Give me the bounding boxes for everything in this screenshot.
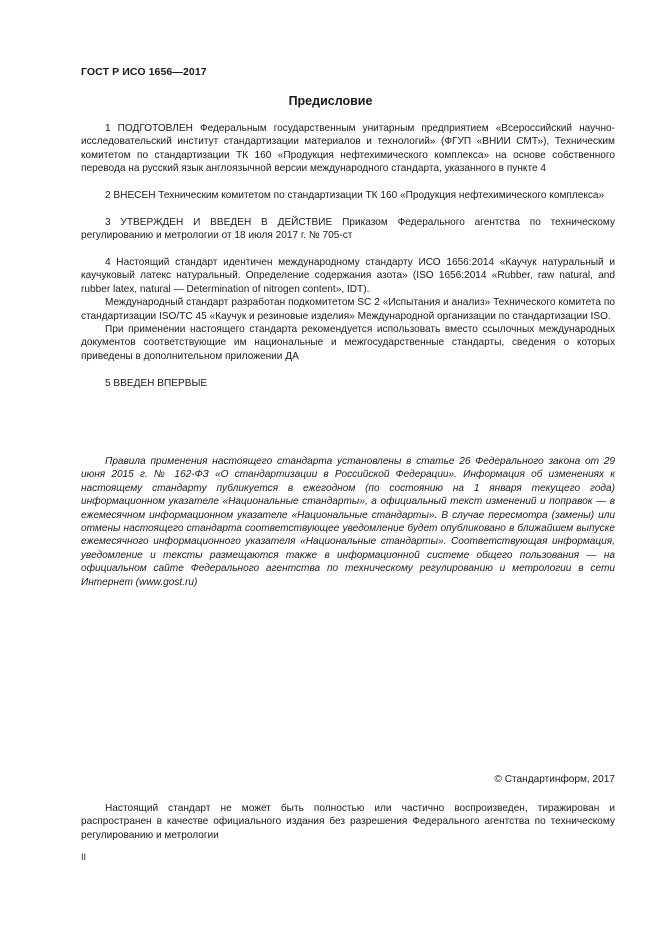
spacer xyxy=(81,243,615,256)
paragraph-reference-documents: При применении настоящего стандарта рекомендуется использовать вместо ссылочных международных документов соответствующие им национальные и межгосударственные стандарты, сведения о которых приведены в дополнительном приложении ДА xyxy=(81,324,615,362)
paragraph-identical-standard: 4 Настоящий стандарт идентичен международному стандарту ИСО 1656:2014 «Каучук натуральный и каучуковый латекс натуральный. Определение содержания азота» (ISO 1656:2014 «Rubber, raw natural, and rubber latex, natural — Determination of nitrogen content», IDT). xyxy=(81,257,615,295)
paragraph-prepared-by: 1 ПОДГОТОВЛЕН Федеральным государственным унитарным предприятием «Всероссийский научно-исследовательский институт стандартизации материалов и технологий» (ФГУП «ВНИИ СМТ»), Техническим комитетом по стандартизации ТК 160 «Продукция нефтехимического комплекса» на основе собственного перевода на русский язык англоязычной версии международного стандарта, указанного в пункте 4 xyxy=(81,123,615,175)
page-title: Предисловие xyxy=(288,94,373,108)
paragraph-approved: 3 УТВЕРЖДЕН И ВВЕДЕН В ДЕЙСТВИЕ Приказом Федерального агентства по техническому регулированию и метрологии от 18 июля 2017 г. № 705-ст xyxy=(81,216,615,242)
foreword-body xyxy=(81,122,615,390)
spacer xyxy=(81,176,615,189)
application-rules-notice: Правила применения настоящего стандарта установлены в статье 26 Федерального закона от 29 июня 2015 г. № 162-ФЗ «О стандартизации в Российской Федерации». Информация об изменениях к настоящему стандарту публикуется в ежегодном (по состоянию на 1 января текущего года) информационном указателе «Национальные стандарты», а официальный текст изменений и поправок — в ежемесячном информационном указателе «Национальные стандарты». В случае пересмотра (замены) или отмены настоящего стандарта соответствующее уведомление будет опубликовано в ближайшем выпуске ежемесячного информационного указателя «Национальные стандарты». Соответствующая информация, уведомление и тексты размещаются также в информационной системе общего пользования — на официальном сайте Федерального агентства по техническому регулированию и метрологии в сети Интернет (www.gost.ru) xyxy=(81,456,615,588)
standard-code-header: ГОСТ Р ИСО 1656—2017 xyxy=(81,66,207,78)
spacer xyxy=(81,202,615,215)
paragraph-submitted-by: 2 ВНЕСЕН Техническим комитетом по стандартизации ТК 160 «Продукция нефтехимического комплекса» xyxy=(105,190,605,202)
copyright-line: © Стандартинформ, 2017 xyxy=(494,774,615,785)
paragraph-international-committee: Международный стандарт разработан подкомитетом SC 2 «Испытания и анализ» Технического комитета по стандартизации ISO/TC 45 «Каучук и резиновые изделия» Международной организации по стандартизации ISO. xyxy=(81,297,615,322)
page-number: II xyxy=(81,852,87,862)
reproduction-notice: Настоящий стандарт не может быть полностью или частично воспроизведен, тиражирован и распространен в качестве официального издания без разрешения Федерального агентства по техническому регулированию и метрологии xyxy=(81,803,615,841)
paragraph-introduced-first: 5 ВВЕДЕН ВПЕРВЫЕ xyxy=(105,377,208,389)
spacer xyxy=(81,363,615,376)
